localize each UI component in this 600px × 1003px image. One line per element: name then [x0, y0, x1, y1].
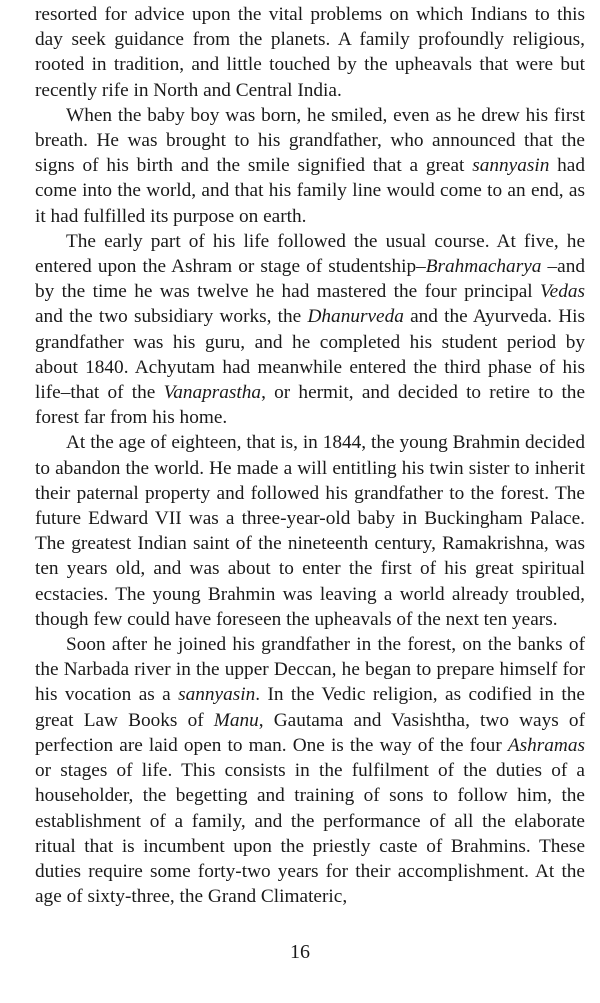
text-run: , Gautama and Vasishtha, two ways of perfection are laid open to man. One is the way of the four — [35, 709, 585, 756]
page-number: 16 — [290, 941, 310, 963]
italic-term: sannyasin — [178, 684, 256, 706]
italic-term: Ashramas — [507, 734, 585, 756]
italic-term: Vanaprastha — [163, 382, 262, 404]
page-body — [35, 2, 585, 909]
text-run: . In the Vedic religion, as codified in the great Law Books of — [35, 684, 585, 731]
italic-term: Brahmacharya — [425, 256, 542, 278]
italic-term: sannyasin — [472, 155, 550, 177]
paragraph — [35, 2, 585, 103]
text-run: or stages of life. This consists in the fulfilment of the duties of a householder, the begetting and training of sons to follow him, the establishment of a family, and the performance of all the elaborate ritual that is incumbent upon the priestly caste of Brahmins. These duties require some forty-two years for their accomplishment. At the age of sixty-three, the Grand Climateric, — [35, 760, 585, 908]
text-run: , or hermit, and decided to retire to the forest far from his home. — [35, 382, 586, 429]
paragraph — [35, 103, 585, 229]
paragraph — [35, 430, 585, 632]
paragraph — [35, 632, 585, 909]
italic-term: Manu — [213, 709, 259, 731]
italic-term: Vedas — [540, 281, 585, 303]
italic-term: Dhanurveda — [307, 306, 404, 328]
paragraph — [35, 229, 585, 431]
text-run: resorted for advice upon the vital problems on which Indians to this day seek guidance from the planets. A family profoundly religious, rooted in tradition, and little touched by the upheavals that were but recently rife in North and Central India. — [35, 4, 585, 101]
text-run: At the age of eighteen, that is, in 1844, the young Brahmin decided to abandon the world. He made a will entitling his twin sister to inherit their paternal property and followed his grandfather to the forest. The future Edward VII was a three-year-old baby in Buckingham Palace. The greatest Indian saint of the nineteenth century, Ramakrishna, was ten years old, and was about to enter the first of his great spiritual ecstacies. The young Brahmin was leaving a world already troubled, though few could have foreseen the upheavals of the next ten years. — [35, 432, 585, 630]
text-run: and the two subsidiary works, the — [35, 306, 308, 328]
text-run: –and by the time he was twelve he had mastered the four principal — [35, 256, 585, 303]
text-run: Soon after he joined his grandfather in the forest, on the banks of the Narbada river in the upper Deccan, he began to prepare himself for his vocation as a — [35, 634, 585, 706]
text-run: and the Ayurveda. His grandfather was his guru, and he completed his student period by about 1840. Achyutam had meanwhile entered the third phase of his life–that of the — [35, 306, 585, 404]
text-run: When the baby boy was born, he smiled, even as he drew his first breath. He was brought to his grandfather, who announced that the signs of his birth and the smile signified that a great — [35, 104, 585, 177]
text-run: The early part of his life followed the usual course. At five, he entered upon the Ashram or stage of studentship– — [35, 230, 585, 278]
text-run: had come into the world, and that his family line would come to an end, as it had fulfilled its purpose on earth. — [35, 155, 585, 227]
